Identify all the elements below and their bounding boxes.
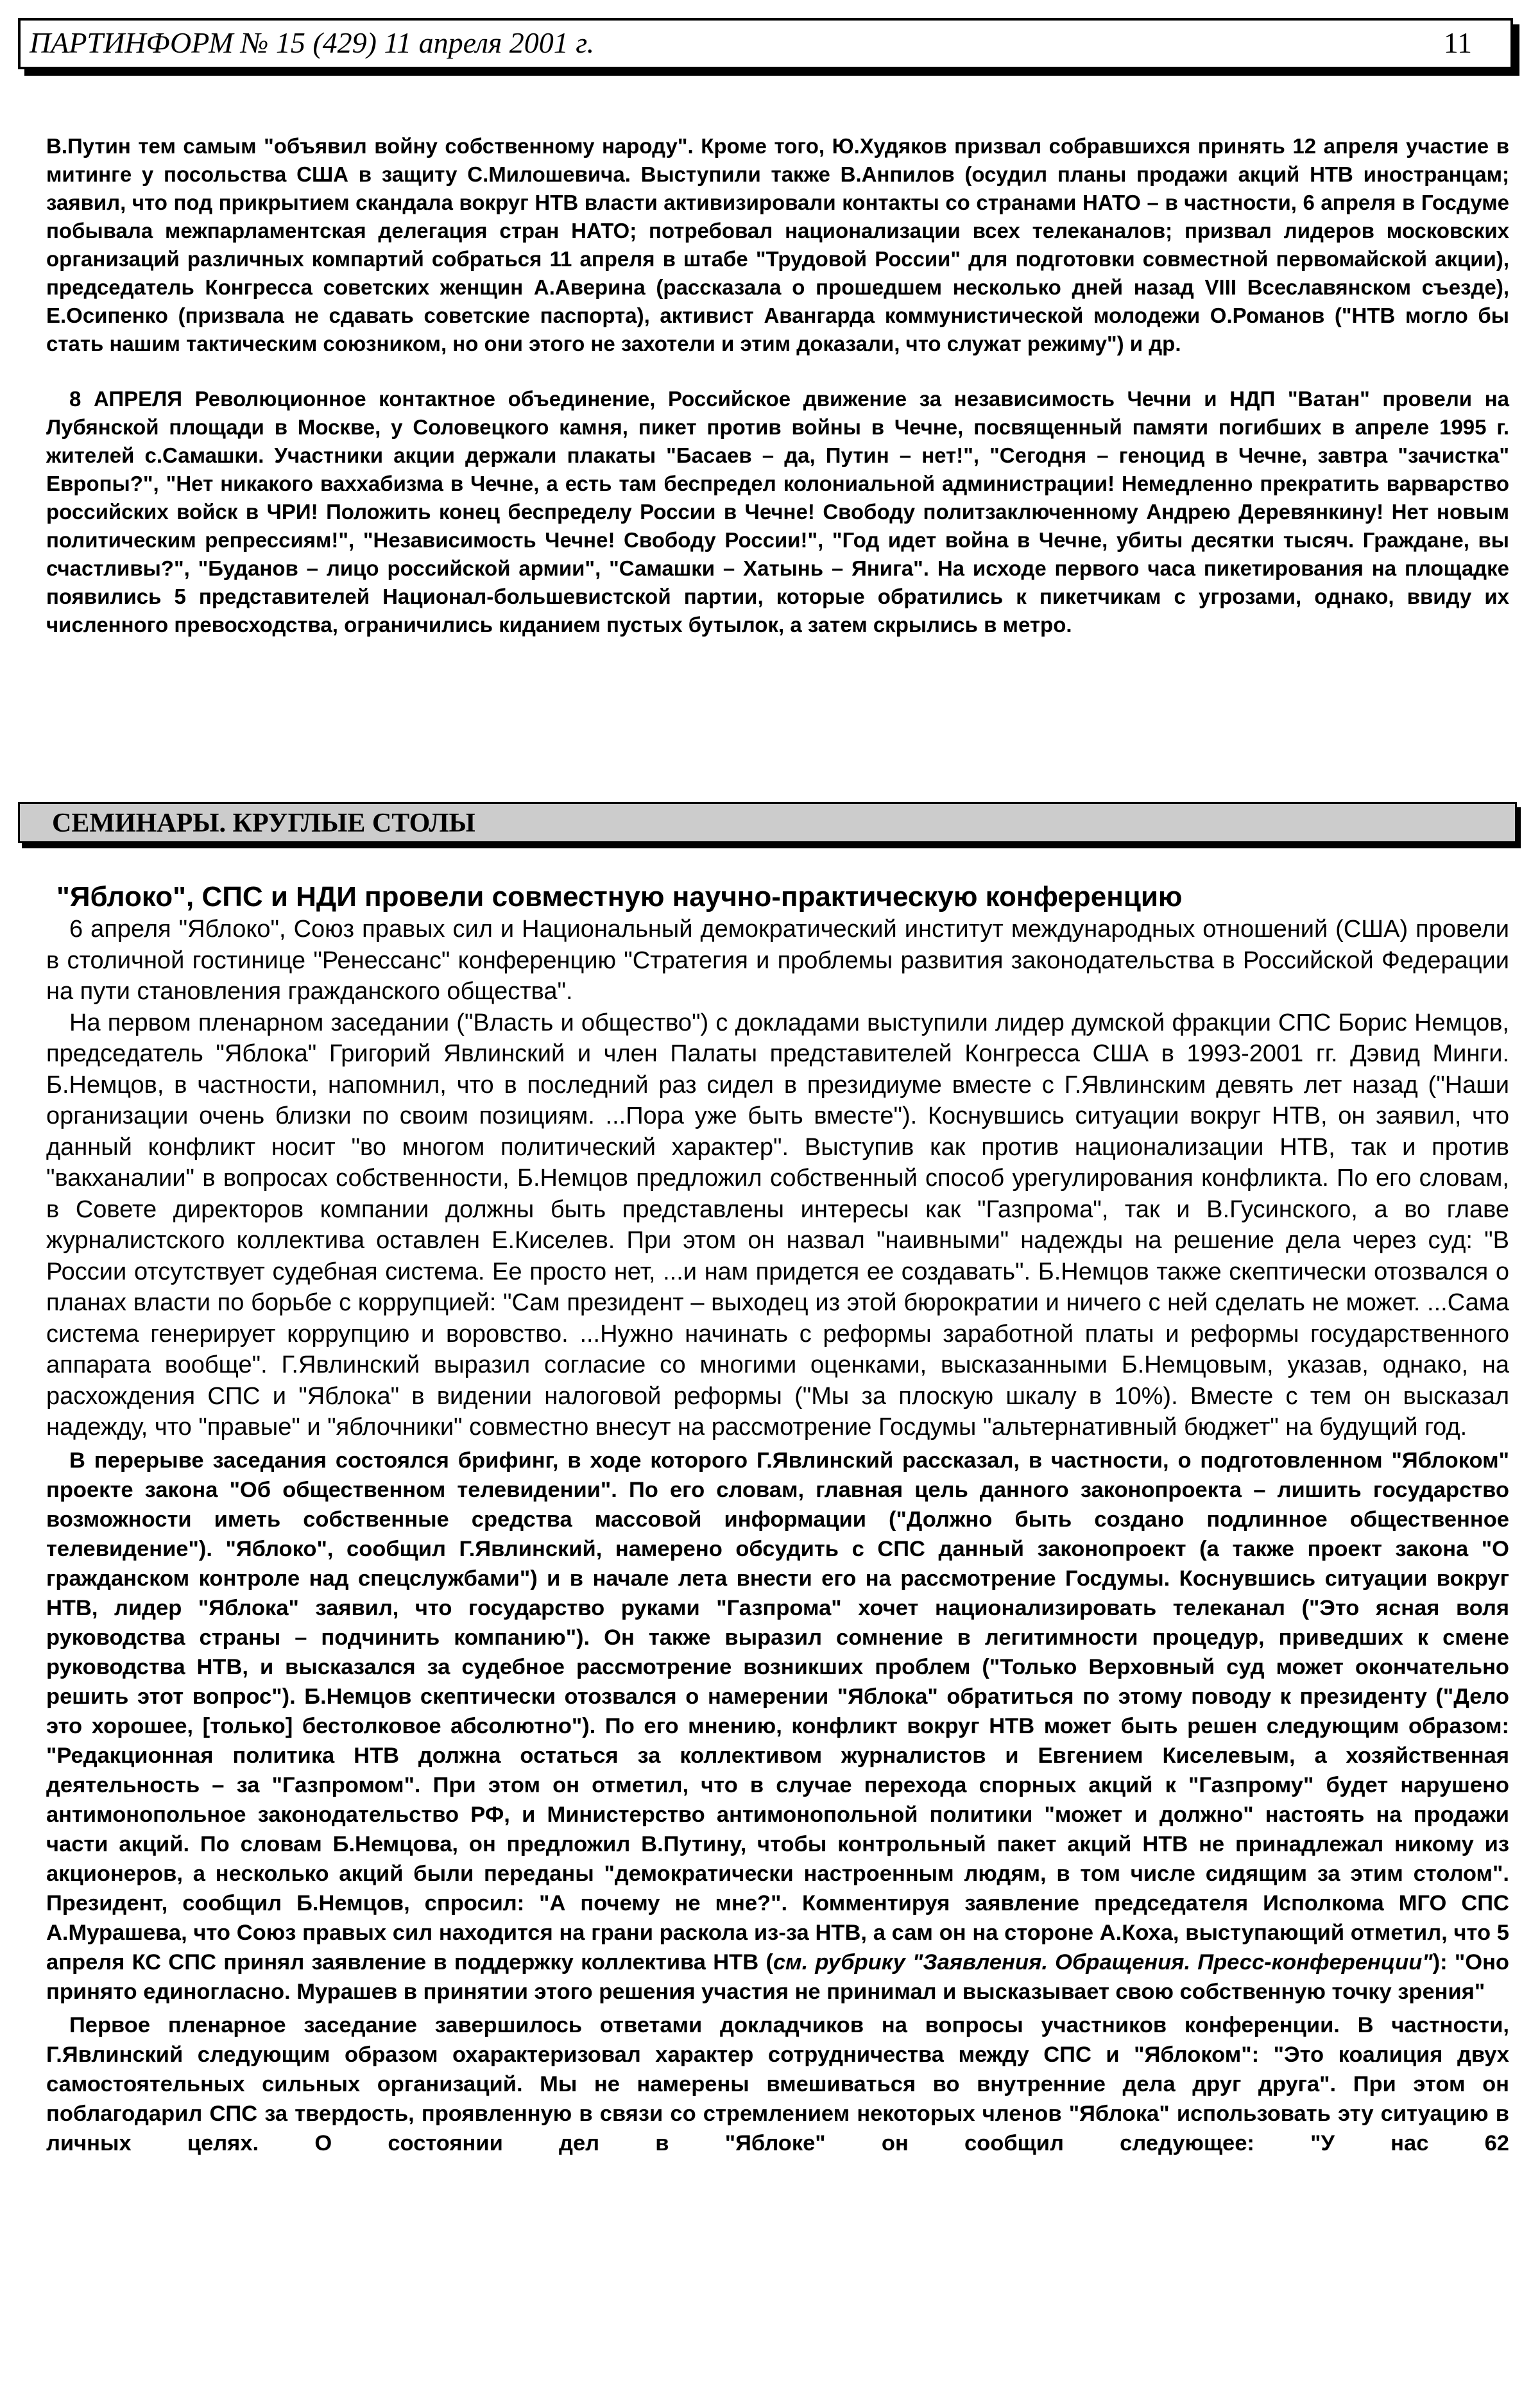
article-paragraph — [46, 1446, 1509, 2007]
page-number: 11 — [1443, 26, 1472, 59]
news-paragraph: В.Путин тем самым "объявил войну собственному народу". Кроме того, Ю.Худяков призвал собравшихся принять 12 апреля участие в митинге у посольства США в защиту С.Милошевича. Выступили также В.Анпилов (осудил планы продажи акций НТВ иностранцам; заявил, что под прикрытием скандала вокруг НТВ власти активизировали контакты со странами НАТО – в частности, 6 апреля в Госдуме побывала межпарламентская делегация стран НАТО; потребовал национализации всех телеканалов; призвал лидеров московских организаций различных компартий собраться 11 апреля в штабе "Трудовой России" для подготовки совместной первомайской акции), председатель Конгресса советских женщин А.Аверина (рассказала о прошедшем несколько дней назад VIII Всеславянском съезде), Е.Осипенко (призвала не сдавать советские паспорта), активист Авангарда коммунистической молодежи О.Романов ("НТВ могло бы стать нашим тактическим союзником, но они этого не захотели и этим доказали, что служат режиму") и др. — [46, 134, 1509, 356]
article-headline: "Яблоко", СПС и НДИ провели совместную научно-практическую конференцию — [56, 881, 1183, 913]
article-paragraph: На первом пленарном заседании ("Власть и общество") с докладами выступили лидер думской фракции СПС Борис Немцов, председатель "Яблока" Григорий Явлинский и член Палаты представителей Конгресса США в 1993-2001 гг. Дэвид Минги. Б.Немцов, в частности, напомнил, что в последний раз сидел в президиуме вместе с Г.Явлинским девять лет назад ("Наши организации очень близки по своим позициям. ...Пора уже быть вместе"). Коснувшись ситуации вокруг НТВ, он заявил, что данный конфликт носит "во многом политический характер". Выступив как против национализации НТВ, так и против "вакханалии" в вопросах собственности, Б.Немцов предложил собственный способ урегулирования конфликта. По его словам, в Совете директоров компании должны быть представлены интересы как "Газпрома", так и В.Гусинского, а во главе журналистского коллектива оставлен Е.Киселев. При этом он назвал "наивными" надежды на решение дела через суд: "В России отсутствует судебная система. Ее просто нет, ...и нам придется ее создавать". Б.Немцов также скептически отозвался о планах власти по борьбе с коррупцией: "Сам президент – выходец из этой бюрократии и ничего с ней сделать не может. ...Сама система генерирует коррупцию и воровство. ...Нужно начинать с реформы заработной платы и реформы государственного аппарата вообще". Г.Явлинский выразил согласие со многими оценками, высказанными Б.Немцовым, указав, однако, на расхождения СПС и "Яблока" в видении налоговой реформы ("Мы за плоскую шкалу в 10%). Вместе с тем он высказал надежду, что "правые" и "яблочники" совместно внесут на рассмотрение Госдумы "альтернативный бюджет" на будущий год. — [46, 1009, 1509, 1441]
section-title: СЕМИНАРЫ. КРУГЛЫЕ СТОЛЫ — [52, 809, 475, 838]
article — [46, 880, 1509, 2158]
cross-reference: см. рубрику "Заявления. Обращения. Пресс-конференции" — [773, 1949, 1433, 1975]
section-heading-bar — [18, 802, 1517, 843]
paragraph-text: В перерыве заседания состоялся брифинг, в ходе которого Г.Явлинский рассказал, в частности, о подготовленном "Яблоком" проекте закона "Об общественном телевидении". По его словам, главная цель данного законопроекта – лишить государство возможности иметь собственные средства массовой информации ("Должно быть создано подлинное общественное телевидение"). "Яблоко", сообщил Г.Явлинский, намерено обсудить с СПС данный законопроект (а также проект закона "О гражданском контроле над спецслужбами") и в начале лета внести его на рассмотрение Госдумы. Коснувшись ситуации вокруг НТВ, лидер "Яблока" заявил, что государство руками "Газпрома" хочет национализировать телеканал ("Это ясная воля руководства страны – подчинить компанию"). Он также выразил сомнение в легитимности процедур, приведших к смене руководства НТВ, и высказался за судебное рассмотрение возникших проблем ("Только Верховный суд может окончательно решить этот вопрос"). Б.Немцов скептически отозвался о намерении "Яблока" обратиться по этому поводу к президенту ("Дело это хорошее, [только] бестолковое абсолютно"). По его мнению, конфликт вокруг НТВ может быть решен следующим образом: "Редакционная политика НТВ должна остаться за коллективом журналистов и Евгением Киселевым, а хозяйственная деятельность – за "Газпромом". При этом он отметил, что в случае перехода спорных акций к "Газпрому" будет нарушено антимонопольное законодательство РФ, и Министерство антимонопольной политики "может и должно" настоять на продажи части акций. По словам Б.Немцова, он предложил В.Путину, чтобы контрольный пакет акций НТВ не принадлежал никому из акционеров, а несколько акций были переданы "демократически настроенным людям, в том числе сидящим за этим столом". Президент, сообщил Б.Немцов, спросил: "А почему не мне?". Комментируя заявление председателя Исполкома МГО СПС А.Мурашева, что Союз правых сил находится на грани раскола из-за НТВ, а сам он на стороне А.Коха, выступающий отметил, что 5 апреля КС СПС принял заявление в поддержку коллектива НТВ ( — [46, 1448, 1509, 1975]
article-paragraph: Первое пленарное заседание завершилось ответами докладчиков на вопросы участников конференции. В частности, Г.Явлинский следующим образом охарактеризовал характер сотрудничества между СПС и "Яблоком": "Это коалиция двух самостоятельных сильных организаций. Мы не намерены вмешиваться во внутренние дела друг друга". При этом он поблагодарил СПС за твердость, проявленную в связи со стремлением некоторых членов "Яблока" использовать эту ситуацию в личных целях. О состоянии дел в "Яблоке" он сообщил следующее: "У нас 62 — [46, 2012, 1509, 2155]
article-paragraph: 6 апреля "Яблоко", Союз правых сил и Национальный демократический институт международных отношений (США) провели в столичной гостинице "Ренессанс" конференцию "Стратегия и проблемы развития законодательства в Российской Федерации на пути становления гражданского общества". — [46, 916, 1509, 1005]
page-header — [18, 18, 1513, 69]
publication-title: ПАРТИНФОРМ № 15 (429) 11 апреля 2001 г. — [30, 26, 595, 59]
top-news-column — [46, 132, 1509, 639]
paragraph-text: ): "Оно принято единогласно. Мурашев в принятии этого решения участия не принимал и высказывает свою собственную точку зрения" — [46, 1949, 1509, 2004]
news-paragraph: 8 АПРЕЛЯ Революционное контактное объединение, Российское движение за независимость Чечни и НДП "Ватан" провели на Лубянской площади в Москве, у Соловецкого камня, пикет против войны в Чечне, посвященный памяти погибших в апреле 1995 г. жителей с.Самашки. Участники акции держали плакаты "Басаев – да, Путин – нет!", "Сегодня – геноцид в Чечне, завтра "зачистка" Европы?", "Нет никакого ваххабизма в Чечне, а есть там беспредел колониальной администрации! Немедленно прекратить варварство российских войск в ЧРИ! Положить конец беспределу России в Чечне! Свободу политзаключенному Андрею Деревянкину! Нет новым политическим репрессиям!", "Независимость Чечне! Свободу России!", "Год идет война в Чечне, убиты десятки тысяч. Граждане, вы счастливы?", "Буданов – лицо российской армии", "Самашки – Хатынь – Янига". На исходе первого часа пикетирования на площадке появились 5 представителей Национал-большевистской партии, которые обратились к пикетчикам с угрозами, однако, ввиду их численного превосходства, ограничились киданием пустых бутылок, а затем скрылись в метро. — [46, 387, 1509, 637]
